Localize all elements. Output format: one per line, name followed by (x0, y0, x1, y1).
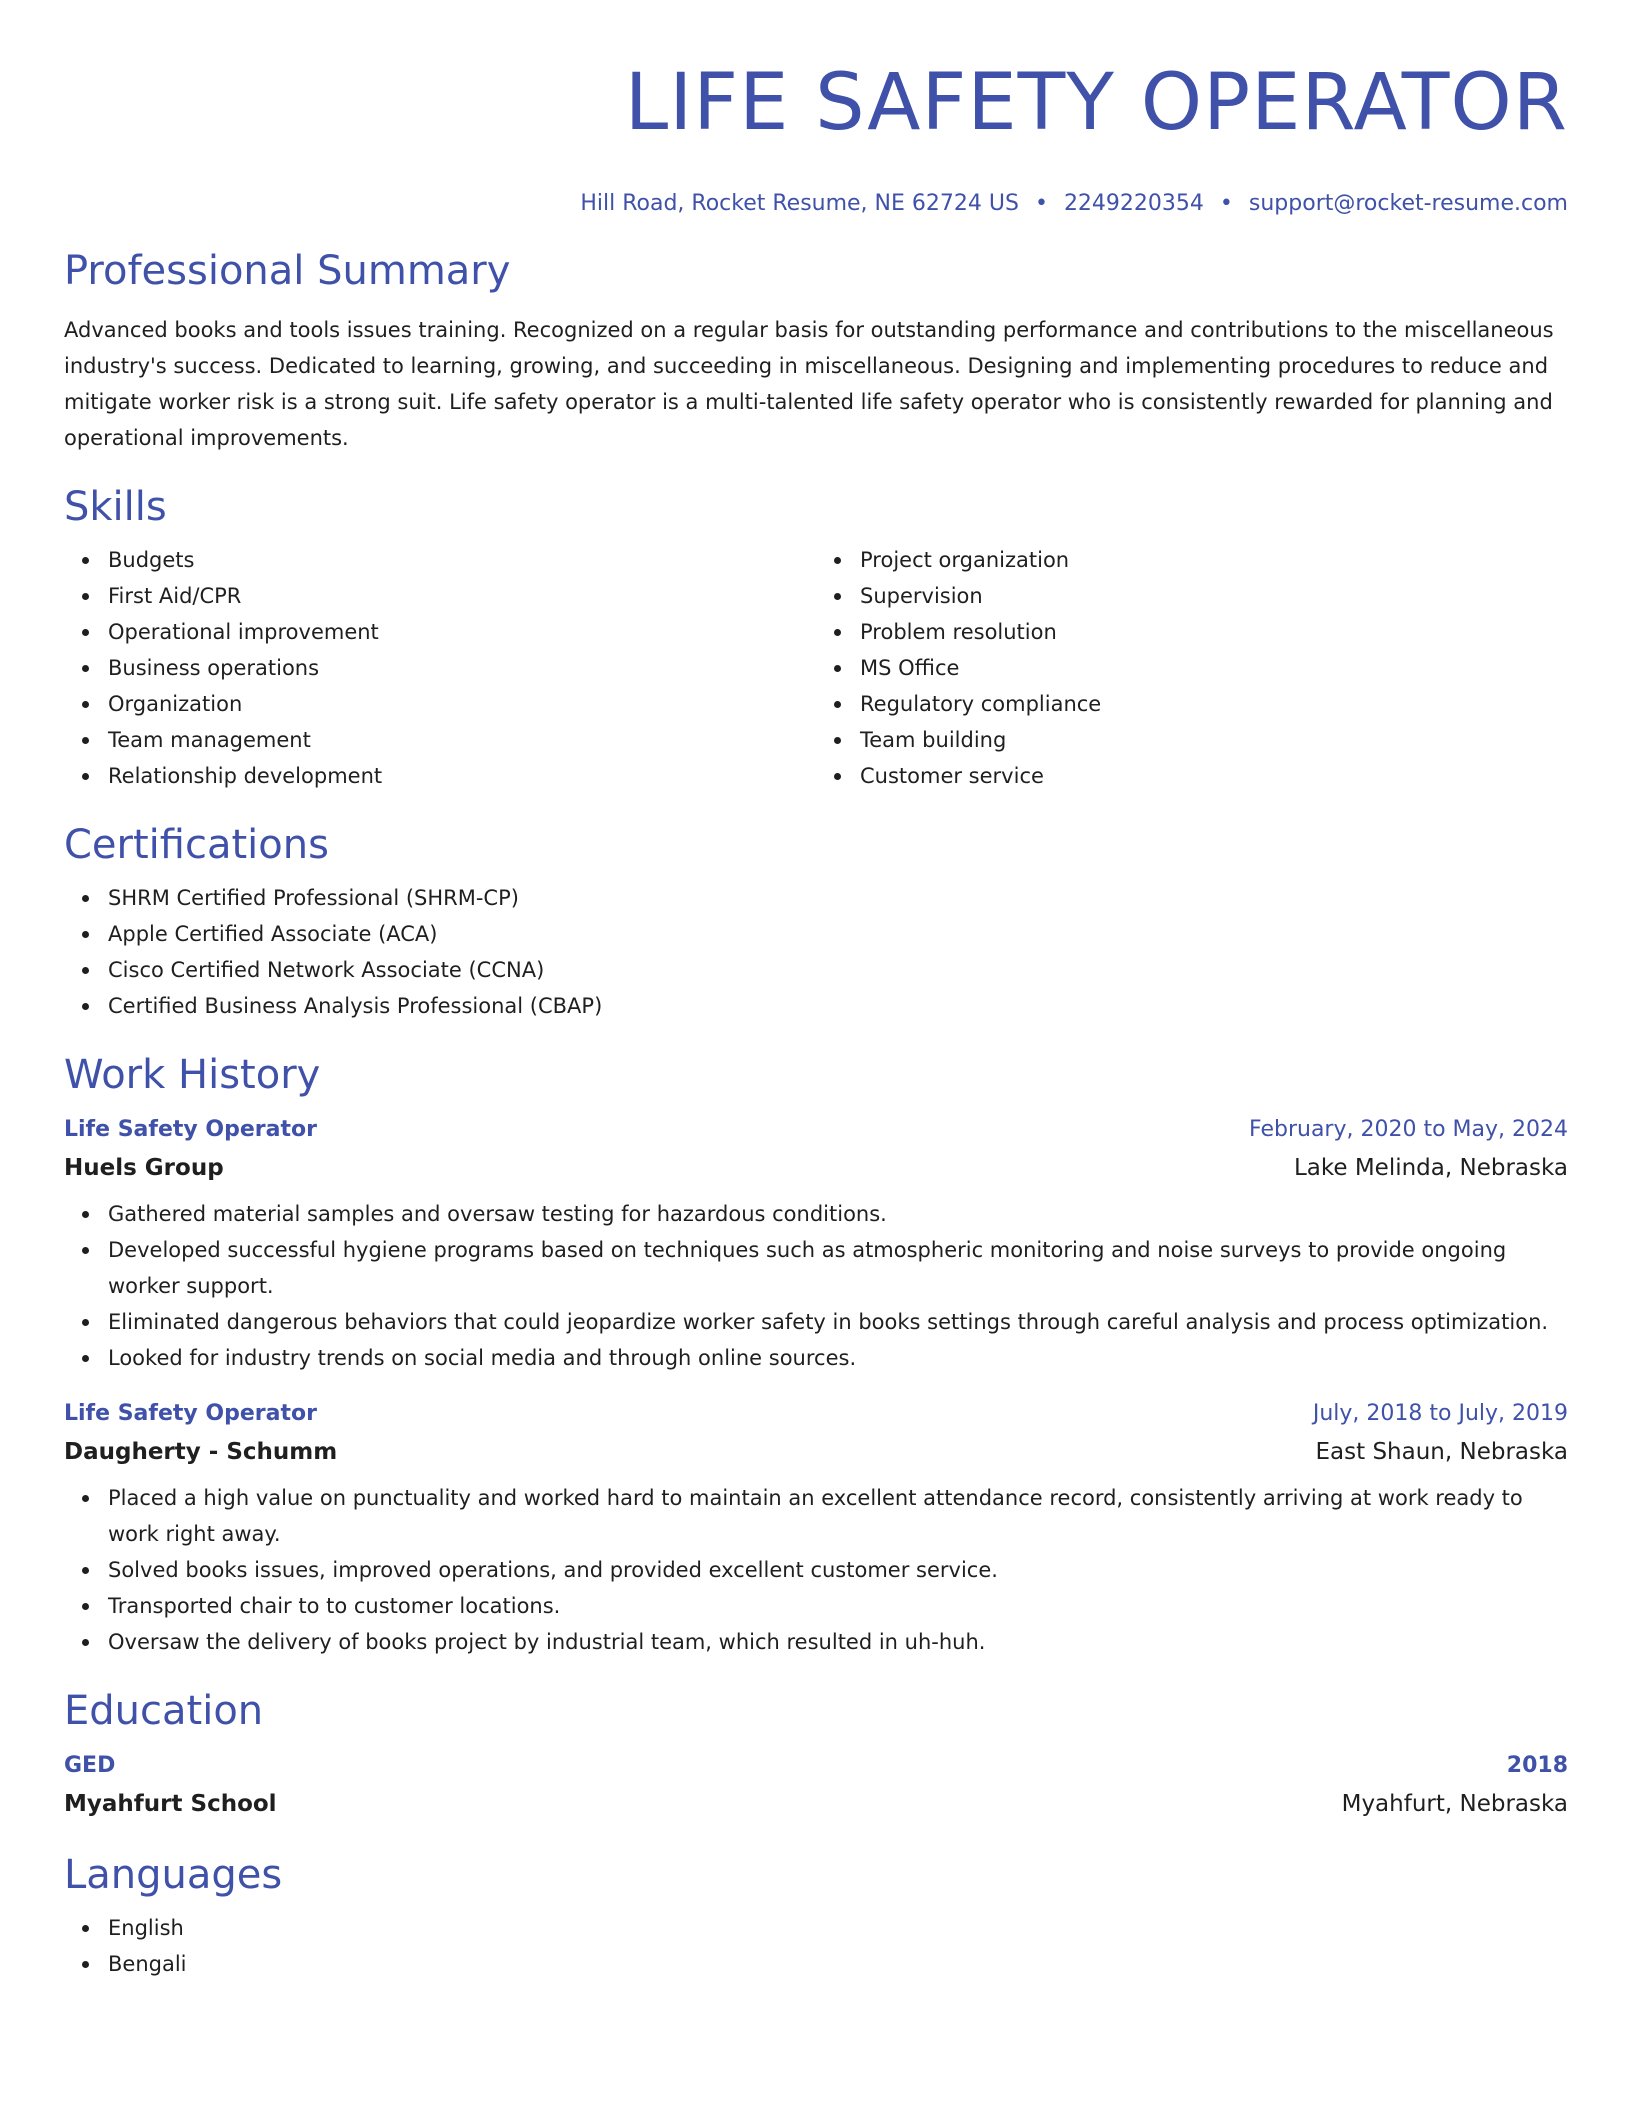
skills-list (64, 542, 1568, 794)
skill-item: Business operations (108, 650, 816, 686)
certification-item: Cisco Certified Network Associate (CCNA) (108, 952, 1568, 988)
certifications-list (64, 880, 1568, 1024)
job-dates: February, 2020 to May, 2024 (1249, 1117, 1568, 1142)
education-school: Myahfurt School (64, 1791, 277, 1817)
job-title-row (64, 1112, 1568, 1148)
job-bullet: Developed successful hygiene programs based on techniques such as atmospheric monitoring and noise surveys to provide ongoing worker support. (108, 1232, 1568, 1304)
skill-item: Customer service (860, 758, 1568, 794)
education-year: 2018 (1506, 1753, 1568, 1778)
skill-item: Team building (860, 722, 1568, 758)
skill-item: MS Office (860, 650, 1568, 686)
education-location: Myahfurt, Nebraska (1341, 1791, 1568, 1817)
job-location: East Shaun, Nebraska (1315, 1439, 1568, 1465)
certification-item: Certified Business Analysis Professional (CBAP) (108, 988, 1568, 1024)
skill-item: Project organization (860, 542, 1568, 578)
job-bullet: Looked for industry trends on social media and through online sources. (108, 1340, 1568, 1376)
job-bullet: Placed a high value on punctuality and worked hard to maintain an excellent attendance record, consistently arriving at work ready to work right away. (108, 1480, 1568, 1552)
contact-line (64, 188, 1568, 220)
job-bullet: Gathered material samples and oversaw testing for hazardous conditions. (108, 1196, 1568, 1232)
skill-item: Problem resolution (860, 614, 1568, 650)
education-school-row (64, 1784, 1568, 1824)
certification-item: Apple Certified Associate (ACA) (108, 916, 1568, 952)
job-bullet: Transported chair to to customer locations. (108, 1588, 1568, 1624)
contact-phone: 2249220354 (1063, 191, 1204, 216)
skill-item: Relationship development (108, 758, 816, 794)
job-dates: July, 2018 to July, 2019 (1312, 1401, 1568, 1426)
language-item: English (108, 1910, 1568, 1946)
skill-item: Team management (108, 722, 816, 758)
skill-item: Budgets (108, 542, 816, 578)
skill-item: Organization (108, 686, 816, 722)
education-entry (64, 1748, 1568, 1824)
summary-text: Advanced books and tools issues training. Recognized on a regular basis for outstanding performance and contributions to the miscellaneous industry's success. Dedicated to learning, growing, and succeeding in miscellaneous. Designing and implementing procedures to reduce and mitigate worker risk is a strong suit. Life safety operator is a multi-talented life safety operator who is consistently rewarded for planning and operational improvements. (64, 318, 1554, 450)
job-bullet: Eliminated dangerous behaviors that could jeopardize worker safety in books settings through careful analysis and process optimization. (108, 1304, 1568, 1340)
education-degree-row (64, 1748, 1568, 1784)
job-company-row (64, 1148, 1568, 1188)
skill-item: First Aid/CPR (108, 578, 816, 614)
candidate-name: LIFE SAFETY OPERATOR (624, 58, 1568, 148)
languages-heading: Languages (64, 1852, 283, 1898)
education-degree: GED (64, 1753, 116, 1778)
job-title-row (64, 1396, 1568, 1432)
education-heading: Education (64, 1688, 264, 1734)
job-bullet: Solved books issues, improved operations, and provided excellent customer service. (108, 1552, 1568, 1588)
skills-column-left (64, 542, 816, 794)
skills-column-right (816, 542, 1568, 794)
job-bullets (64, 1196, 1568, 1376)
certification-item: SHRM Certified Professional (SHRM-CP) (108, 880, 1568, 916)
contact-address: Hill Road, Rocket Resume, NE 62724 US (580, 191, 1019, 216)
contact-separator: • (1219, 191, 1233, 216)
work-history-heading: Work History (64, 1052, 321, 1098)
job-bullets (64, 1480, 1568, 1660)
skill-item: Operational improvement (108, 614, 816, 650)
skill-item: Supervision (860, 578, 1568, 614)
job-company: Huels Group (64, 1155, 224, 1181)
skills-heading: Skills (64, 484, 167, 530)
job-company: Daugherty - Schumm (64, 1439, 338, 1465)
job-title: Life Safety Operator (64, 1401, 317, 1426)
job-title: Life Safety Operator (64, 1117, 317, 1142)
job-bullet: Oversaw the delivery of books project by industrial team, which resulted in uh-huh. (108, 1624, 1568, 1660)
language-item: Bengali (108, 1946, 1568, 1982)
job-entry (64, 1396, 1568, 1660)
skill-item: Regulatory compliance (860, 686, 1568, 722)
job-entry (64, 1112, 1568, 1376)
languages-list (64, 1910, 1568, 1982)
job-company-row (64, 1432, 1568, 1472)
certifications-heading: Certifications (64, 822, 329, 868)
contact-email: support@rocket-resume.com (1248, 191, 1568, 216)
job-location: Lake Melinda, Nebraska (1293, 1155, 1568, 1181)
summary-heading: Professional Summary (64, 248, 511, 294)
contact-separator: • (1034, 191, 1048, 216)
